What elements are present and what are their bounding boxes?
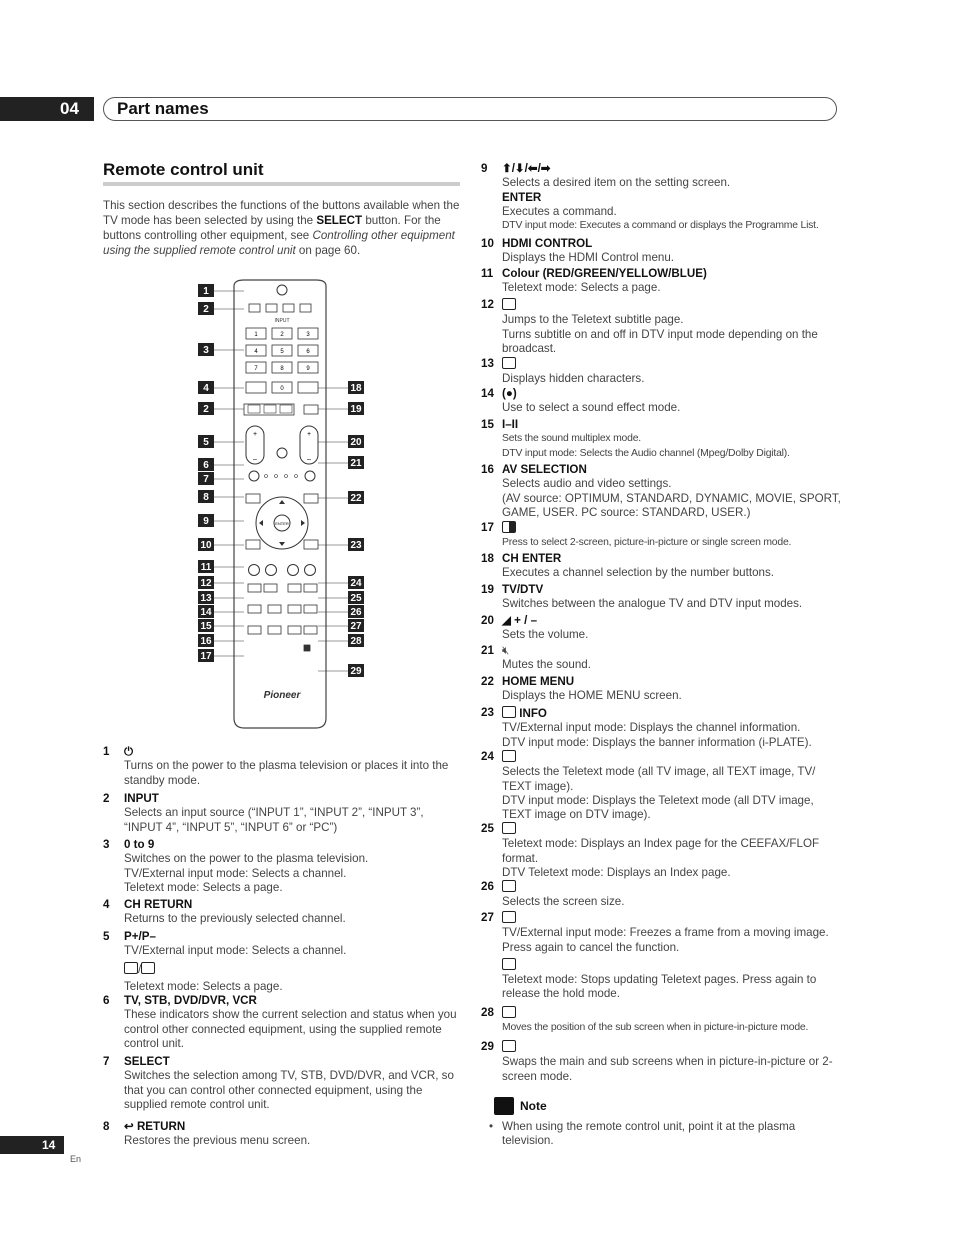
callout-5: 5 — [203, 437, 209, 448]
callout-24: 24 — [350, 578, 362, 589]
teletext-icon — [502, 750, 516, 762]
input-label: INPUT — [274, 318, 290, 324]
home-menu-button — [304, 494, 318, 503]
volume-icon: ◢ — [502, 614, 515, 627]
page-up-icon — [124, 962, 138, 974]
section-title: Remote control unit — [103, 160, 264, 179]
numpad-label-5: 5 — [280, 349, 284, 355]
callout-1: 1 — [203, 286, 209, 297]
enter-label: ENTER — [275, 521, 289, 526]
hold-icon — [502, 958, 516, 970]
callout-21: 21 — [350, 458, 362, 469]
item-24: 24 Selects the Teletext mode (all TV image, all TEXT image, TV/ TEXT image). DTV input mode: Displays the Teletext mode (all DTV image, TEXT image on DTV image). — [481, 750, 816, 822]
return-button — [246, 494, 260, 503]
item-8: 8 ↩ RETURN Restores the previous menu screen. — [103, 1120, 311, 1148]
sub-screen-position-icon — [502, 1006, 516, 1018]
item-11: 11 Colour (RED/GREEN/YELLOW/BLUE) Teletext mode: Selects a page. — [481, 267, 707, 295]
chapter-number: 04 — [60, 99, 79, 118]
freeze-icon — [502, 911, 516, 923]
sound-multiplex-icon: I–II — [502, 418, 519, 431]
callout-4: 4 — [203, 383, 209, 394]
svg-text:+: + — [306, 431, 312, 438]
mute-button — [277, 448, 287, 458]
item-28: 28 Moves the position of the sub screen when in picture-in-picture mode. — [481, 1006, 809, 1034]
sound-effect-icon: (●) — [502, 387, 517, 400]
numpad-label-1: 1 — [254, 332, 258, 338]
svg-text:+: + — [252, 431, 258, 438]
callout-13: 13 — [200, 593, 212, 604]
callout-28: 28 — [350, 636, 362, 647]
item-16: 16 AV SELECTION Selects audio and video settings. (AV source: OPTIMUM, STANDARD, DYNAMIC, MOVIE, SPORT, GAME, USER. PC source: STANDARD, USER.) — [481, 463, 841, 519]
item-1: 1 ⏻ Turns on the power to the plasma television or places it into the standby mode. — [103, 745, 460, 788]
language-code: En — [70, 1154, 82, 1164]
callout-6: 6 — [203, 460, 209, 471]
return-icon: ↩ — [124, 1120, 137, 1133]
numpad-label-4: 4 — [254, 349, 258, 355]
source-power-button — [305, 471, 315, 481]
page-number: 14 — [42, 1138, 56, 1152]
callout-22: 22 — [350, 493, 362, 504]
numpad-label-9: 9 — [306, 366, 310, 372]
note-text: • When using the remote control unit, point it at the plasma television. — [489, 1120, 796, 1147]
chapter-title: Part names — [117, 99, 209, 118]
numpad-label-6: 6 — [306, 349, 310, 355]
intro-paragraph: This section describes the functions of the buttons available when the TV mode has been selected by using the SELECT button. For the buttons controlling other equipment, see Controlling other equipment using the supplied remote control unit on page 60. — [103, 199, 460, 257]
callout-12: 12 — [200, 578, 212, 589]
info-icon — [502, 706, 516, 718]
item-22: 22 HOME MENU Displays the HOME MENU screen. — [481, 675, 682, 703]
item-3: 3 0 to 9 Switches on the power to the plasma television. TV/External input mode: Selects a channel. Teletext mode: Selects a page. — [103, 838, 369, 894]
screen-mode-icon — [502, 521, 516, 533]
callout-3: 3 — [203, 345, 209, 356]
chapter-number-tab — [0, 97, 94, 121]
callout-15: 15 — [200, 621, 212, 632]
power-icon: ⏻ — [124, 745, 134, 758]
callout-8: 8 — [203, 492, 209, 503]
callout-14: 14 — [200, 607, 212, 618]
callout-18: 18 — [350, 383, 362, 394]
item-6: 6 TV, STB, DVD/DVR, VCR These indicators show the current selection and status when you control other connected equipment, using the supplied remote control unit. — [103, 994, 457, 1050]
item-20: 20 ◢ + / – Sets the volume. — [481, 614, 589, 642]
callout-2: 2 — [203, 404, 209, 415]
tv-dtv-button — [304, 405, 318, 414]
callout-10: 10 — [200, 540, 212, 551]
subtitle-icon — [502, 298, 516, 310]
item-2: 2 INPUT Selects an input source (“INPUT 1”, “INPUT 2”, “INPUT 3”, “INPUT 4”, “INPUT 5”, “INPUT 6” or “PC”) — [103, 792, 424, 834]
callout-7: 7 — [203, 474, 209, 485]
numpad-label-8: 8 — [280, 366, 284, 372]
item-17: 17 Press to select 2-screen, picture-in-picture or single screen mode. — [481, 521, 792, 549]
callout-17: 17 — [200, 651, 212, 662]
info-button — [304, 540, 318, 549]
callout-9: 9 — [203, 516, 209, 527]
reveal-icon — [502, 357, 516, 369]
item-10: 10 HDMI CONTROL Displays the HDMI Control menu. — [481, 237, 675, 265]
page-number-tab — [0, 1136, 64, 1154]
item-26: 26 Selects the screen size. — [481, 880, 625, 909]
callout-16: 16 — [200, 636, 212, 647]
item-25: 25 Teletext mode: Displays an Index page for the CEEFAX/FLOF format. DTV Teletext mode: Displays an Index page. — [481, 822, 820, 879]
note-label: Note — [520, 1099, 547, 1113]
numpad — [246, 328, 318, 373]
item-4: 4 CH RETURN Returns to the previously selected channel. — [103, 898, 346, 926]
item-15: 15 I–II Sets the sound multiplex mode. DTV input mode: Selects the Audio channel (Mpeg/Dolby Digital). — [481, 418, 841, 461]
item-23: 23 INFO TV/External input mode: Displays the channel information. DTV input mode: Displays the banner information (i-PLATE). — [481, 706, 812, 749]
ch-enter-button — [298, 382, 318, 393]
section-divider — [103, 182, 460, 186]
ch-return-button — [246, 382, 266, 393]
item-13: 13 Displays hidden characters. — [481, 357, 645, 386]
item-27: 27 TV/External input mode: Freezes a frame from a moving image. Press again to cancel the function. Teletext mode: Stops updating Teletext pages. Press again to release the hold mode. — [481, 911, 829, 1001]
item-21: 21 🔇︎ Mutes the sound. — [481, 644, 841, 673]
mute-icon: 🔇︎ — [502, 644, 510, 657]
index-icon — [502, 822, 516, 834]
callout-20: 20 — [350, 437, 362, 448]
item-29: 29 Swaps the main and sub screens when in picture-in-picture or 2-screen mode. — [481, 1040, 833, 1083]
callout-2: 2 — [203, 304, 209, 315]
remote-control-illustration — [194, 278, 374, 736]
item-9: 9 ⬆/⬇/⬅/➡ Selects a desired item on the setting screen. ENTER Executes a command. DTV input mode: Executes a command or displays the Programme List. — [481, 162, 841, 233]
note-icon — [494, 1097, 514, 1115]
callout-23: 23 — [350, 540, 362, 551]
item-12: 12 Jumps to the Teletext subtitle page. Turns subtitle on and off in DTV input mode depending on the broadcast. — [481, 298, 818, 355]
chapter-title-bar — [103, 97, 837, 121]
callout-27: 27 — [350, 621, 362, 632]
item-14: 14 (●) Use to select a sound effect mode. — [481, 387, 841, 416]
callout-29: 29 — [350, 666, 362, 677]
svg-text:–: – — [307, 456, 311, 463]
brand-logo: Pioneer — [263, 690, 301, 701]
callout-11: 11 — [200, 562, 212, 573]
hdmi-control-button — [246, 540, 260, 549]
select-button — [249, 471, 259, 481]
arrow-keys-icon: ⬆/⬇/⬅/➡ — [502, 162, 551, 175]
callout-25: 25 — [350, 593, 362, 604]
page-down-icon — [141, 962, 155, 974]
zero-label: 0 — [280, 386, 284, 392]
screen-size-icon — [502, 880, 516, 892]
numpad-label-2: 2 — [280, 332, 284, 338]
svg-text:–: – — [253, 456, 257, 463]
item-18: 18 CH ENTER Executes a channel selection by the number buttons. — [481, 552, 774, 580]
numpad-label-3: 3 — [306, 332, 310, 338]
swap-icon — [502, 1040, 516, 1052]
item-5: 5 P+/P– TV/External input mode: Selects a channel. / Teletext mode: Selects a page. — [103, 930, 347, 993]
item-19: 19 TV/DTV Switches between the analogue TV and DTV input modes. — [481, 583, 803, 611]
numpad-label-7: 7 — [254, 366, 258, 372]
callout-19: 19 — [350, 404, 362, 415]
item-7: 7 SELECT Switches the selection among TV, STB, DVD/DVR, and VCR, so that you can control other connected equipment, using the supplied remote control unit. — [103, 1055, 454, 1111]
callout-26: 26 — [350, 607, 362, 618]
